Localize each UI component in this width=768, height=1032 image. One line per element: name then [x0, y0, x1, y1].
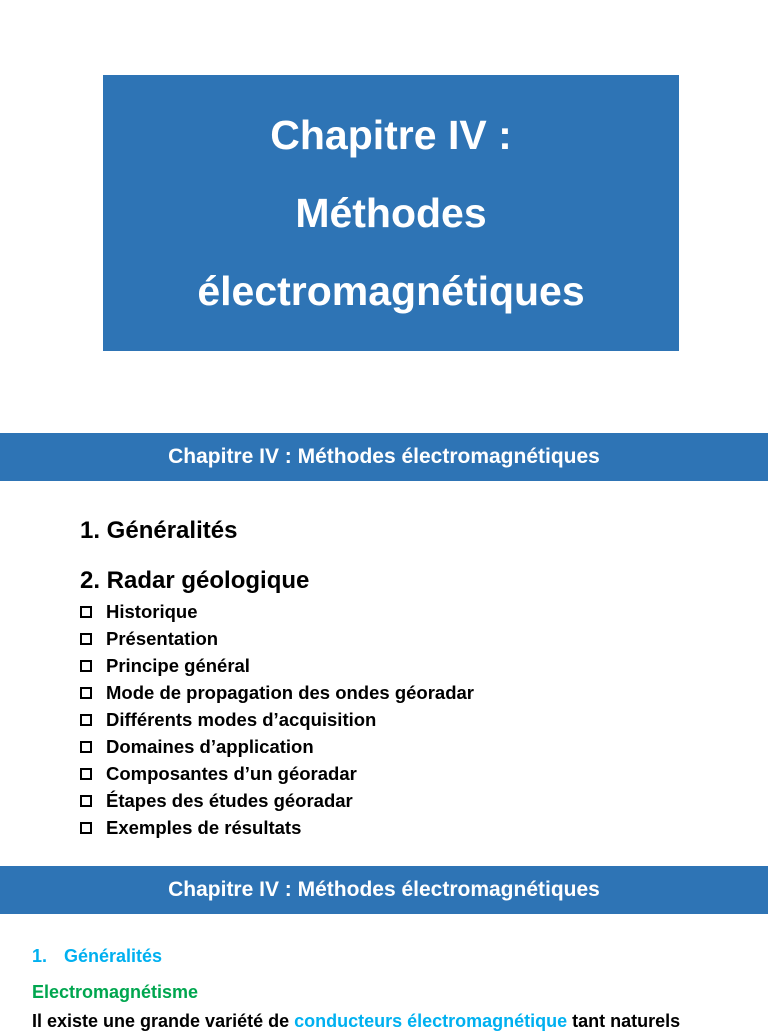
checkbox-bullet-icon	[80, 714, 92, 726]
outline-bullet-list	[80, 598, 474, 841]
paragraph-text-start: Il existe une grande variété de	[32, 1011, 295, 1031]
list-item	[80, 679, 474, 706]
section-title: Généralités	[64, 946, 163, 966]
list-item-label: Historique	[106, 600, 198, 622]
list-item	[80, 733, 474, 760]
paragraph-text-end: tant naturels	[567, 1011, 681, 1031]
checkbox-bullet-icon	[80, 606, 92, 618]
checkbox-bullet-icon	[80, 633, 92, 645]
subheading-electromagnetisme: Electromagnétisme	[32, 982, 199, 1002]
list-item	[80, 625, 474, 652]
section-number: 1.	[32, 946, 48, 966]
list-item-label: Principe général	[106, 654, 250, 676]
list-item-label: Composantes d’un géoradar	[106, 762, 357, 784]
list-item-label: Présentation	[106, 627, 219, 649]
list-item	[80, 652, 474, 679]
outline-banner: Chapitre IV : Méthodes électromagnétiques	[0, 433, 768, 481]
list-item-label: Mode de propagation des ondes géoradar	[106, 681, 474, 703]
checkbox-bullet-icon	[80, 741, 92, 753]
list-item	[80, 814, 474, 841]
title-line-3: électromagnétiques	[197, 268, 585, 314]
list-item-label: Étapes des études géoradar	[106, 789, 353, 811]
checkbox-bullet-icon	[80, 795, 92, 807]
title-line-1: Chapitre IV :	[270, 112, 512, 158]
list-item	[80, 598, 474, 625]
checkbox-bullet-icon	[80, 687, 92, 699]
list-item	[80, 787, 474, 814]
title-line-2: Méthodes	[295, 190, 487, 236]
list-item	[80, 706, 474, 733]
paragraph-highlight: conducteurs électromagnétique	[294, 1011, 568, 1031]
outline-heading-generalites: 1. Généralités	[80, 517, 238, 544]
intro-paragraph	[32, 1011, 732, 1032]
list-item-label: Domaines d’application	[106, 735, 314, 757]
checkbox-bullet-icon	[80, 822, 92, 834]
outline-heading-radar: 2. Radar géologique	[80, 567, 310, 594]
list-item-label: Différents modes d’acquisition	[106, 708, 377, 730]
list-item-label: Exemples de résultats	[106, 816, 302, 838]
checkbox-bullet-icon	[80, 768, 92, 780]
checkbox-bullet-icon	[80, 660, 92, 672]
list-item	[80, 760, 474, 787]
title-slide-box	[103, 75, 679, 351]
content-banner: Chapitre IV : Méthodes électromagnétiques	[0, 866, 768, 914]
section-heading	[32, 946, 162, 967]
